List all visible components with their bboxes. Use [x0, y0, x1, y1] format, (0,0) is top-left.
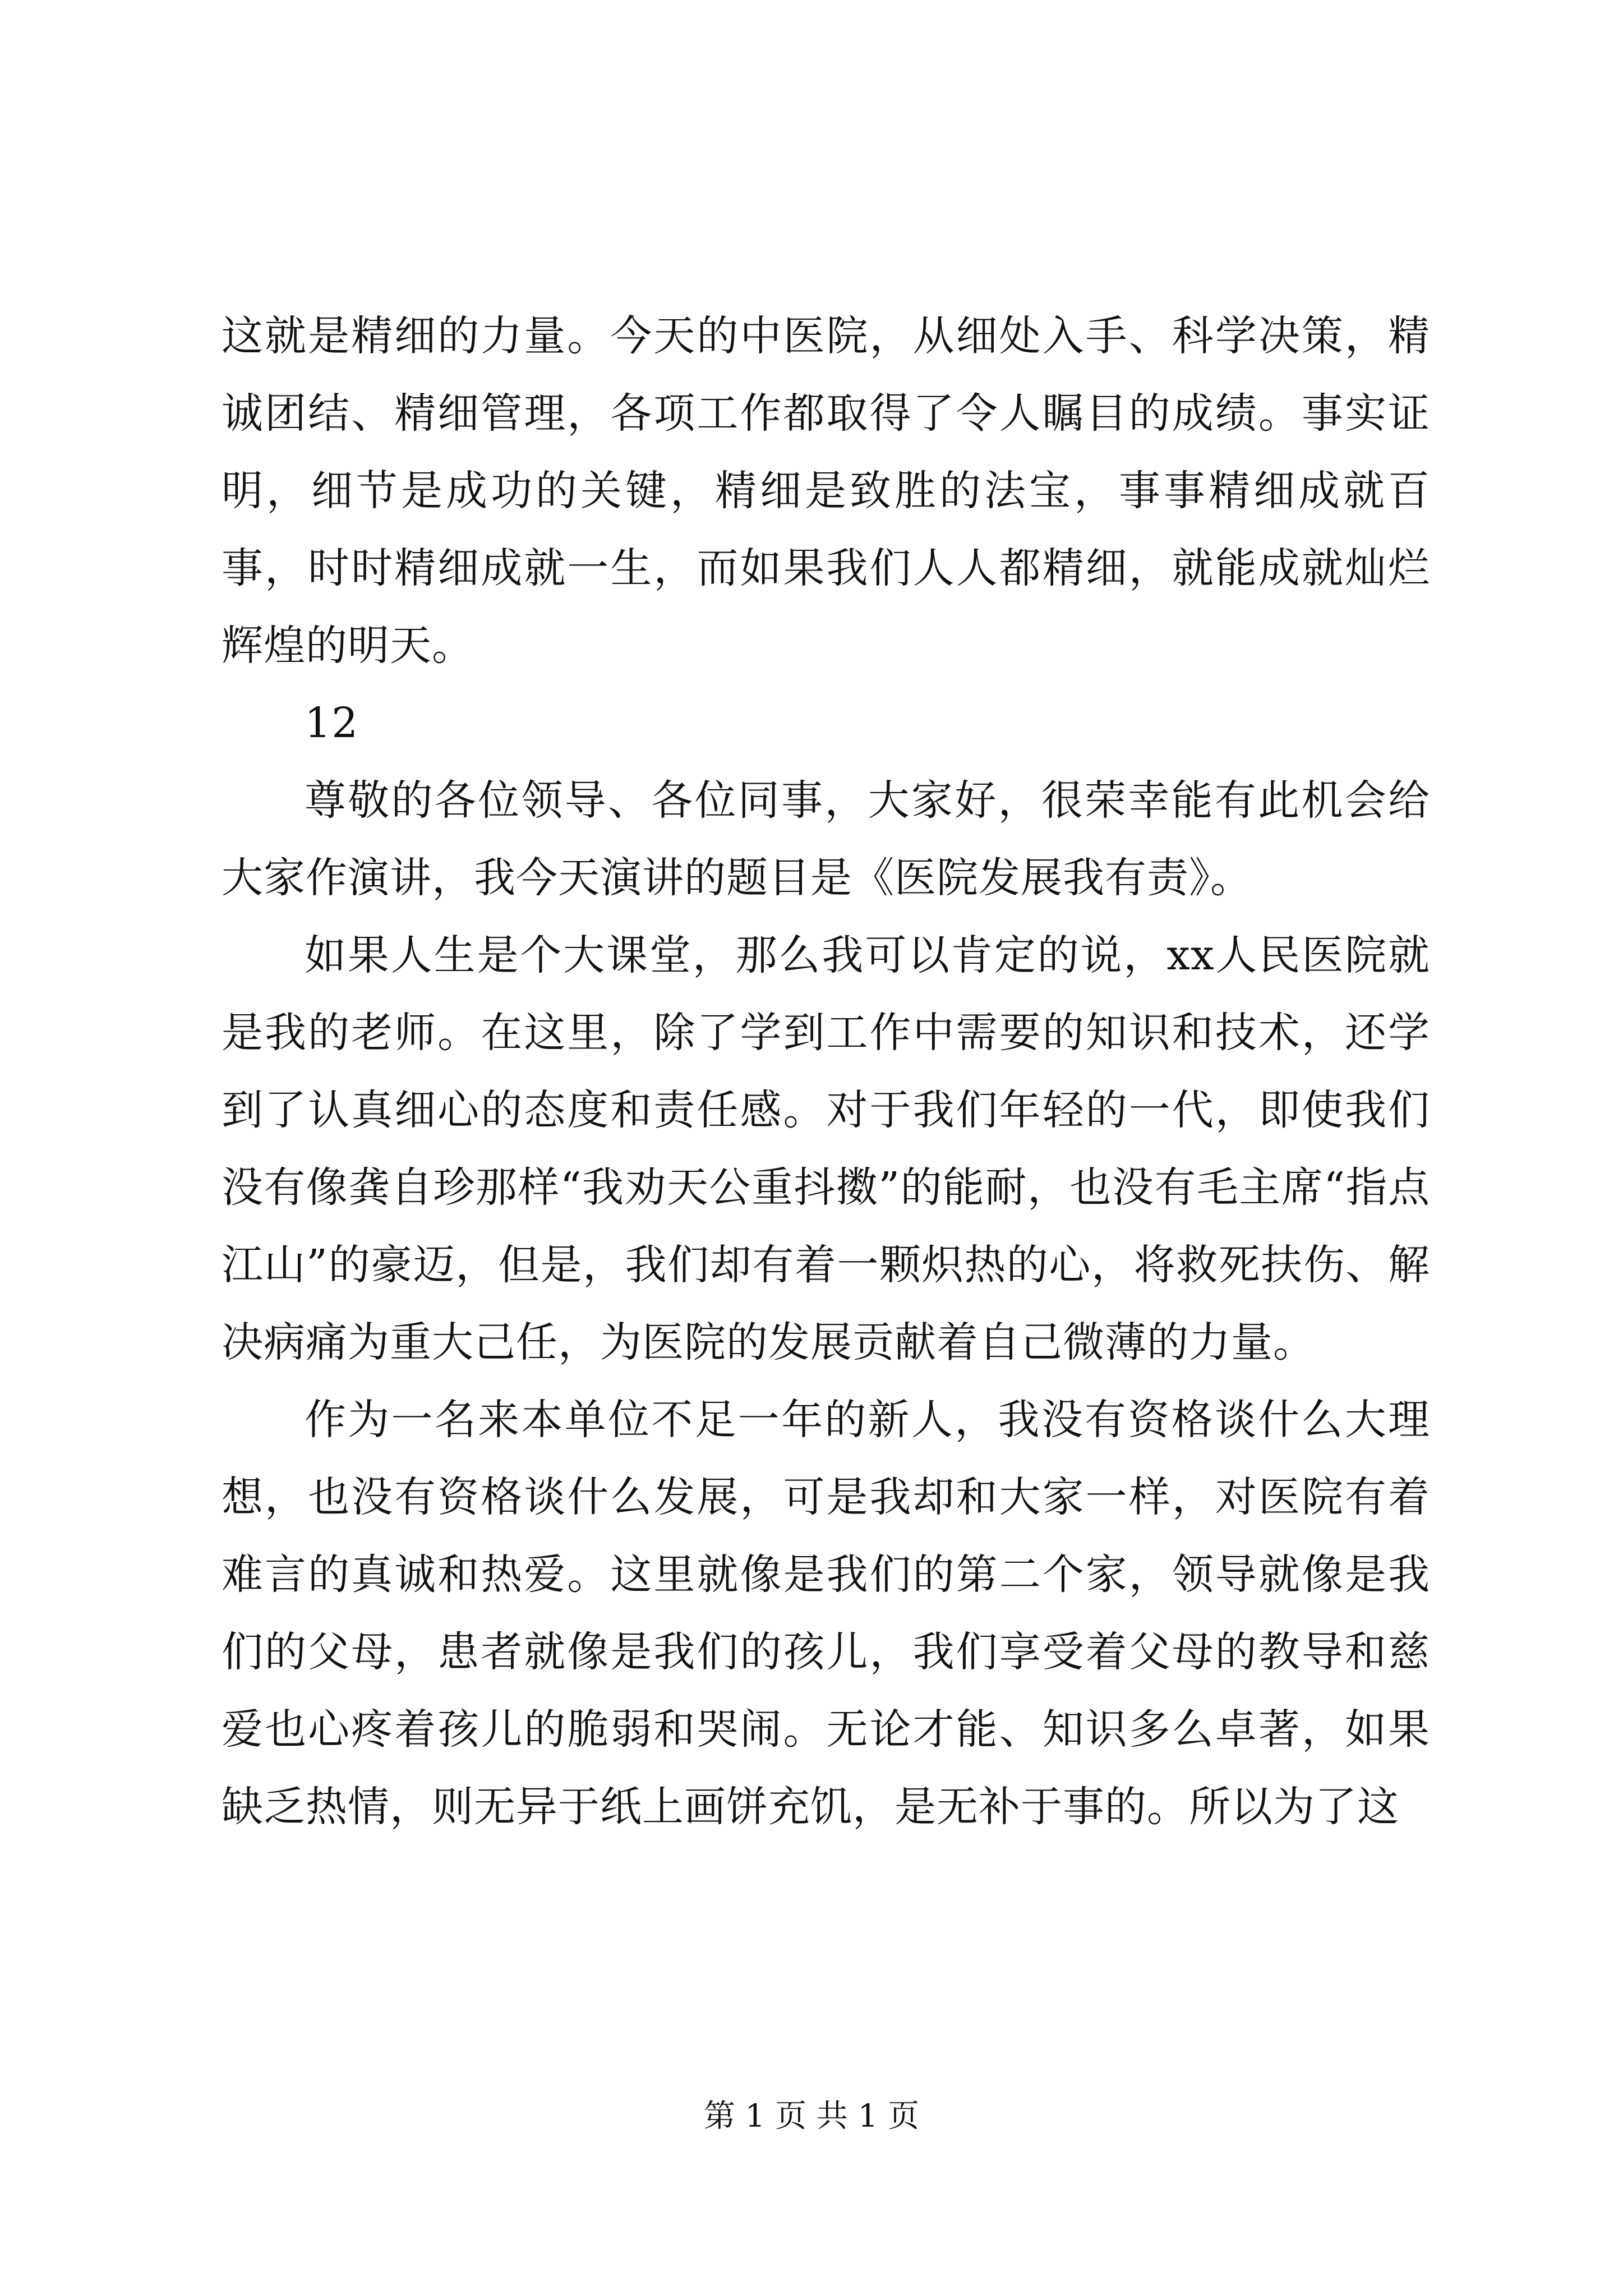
- paragraph-hospital-teacher: 如果人生是个大课堂，那么我可以肯定的说，xx人民医院就是我的老师。在这里，除了学到工作中需要的知识和技术，还学到了认真细心的态度和责任感。对于我们年轻的一代，即使我们没有像龚自珍那样“我劝天公重抖擞”的能耐，也没有毛主席“指点江山”的豪迈，但是，我们却有着一颗炽热的心，将救死扶伤、解决病痛为重大己任，为医院的发展贡献着自己微薄的力量。: [222, 931, 1430, 1366]
- paragraph-continuation: 这就是精细的力量。今天的中医院，从细处入手、科学决策，精诚团结、精细管理，各项工作都取得了令人瞩目的成绩。事实证明，细节是成功的关键，精细是致胜的法宝，事事精细成就百事，时时精细成就一生，而如果我们人人都精细，就能成就灿烂辉煌的明天。: [222, 312, 1430, 670]
- paragraph-new-employee: 作为一名来本单位不足一年的新人，我没有资格谈什么大理想，也没有资格谈什么发展，可是我却和大家一样，对医院有着难言的真诚和热爱。这里就像是我们的第二个家，领导就像是我们的父母，患者就像是我们的孩儿，我们享受着父母的教导和慈爱也心疼着孩儿的脆弱和哭闹。无论才能、知识多么卓著，如果缺乏热情，则无异于纸上画饼充饥，是无补于事的。所以为了这: [222, 1396, 1430, 1831]
- section-number: 12: [305, 699, 359, 747]
- document-body: [222, 297, 1430, 1846]
- page-footer: 第 1 页 共 1 页: [703, 2098, 920, 2134]
- paragraph-greeting: 尊敬的各位领导、各位同事，大家好，很荣幸能有此机会给大家作演讲，我今天演讲的题目是《医院发展我有责》。: [222, 776, 1430, 902]
